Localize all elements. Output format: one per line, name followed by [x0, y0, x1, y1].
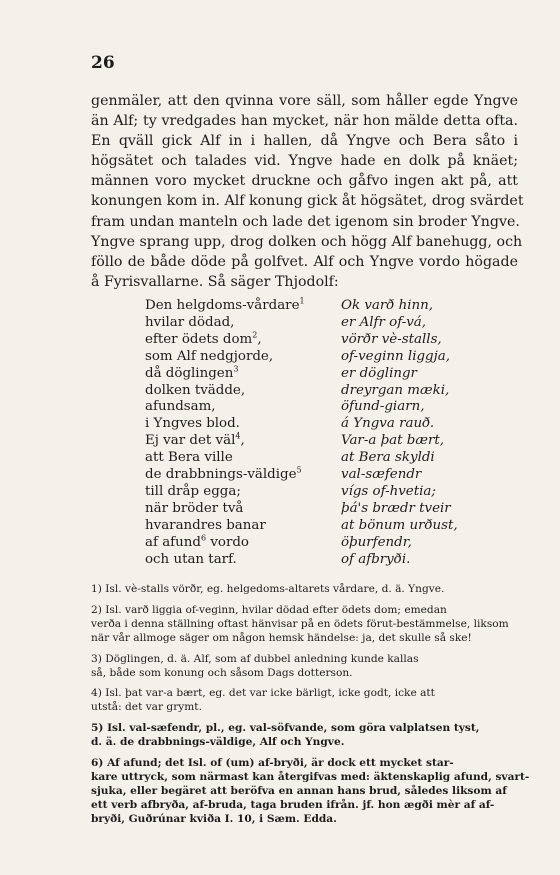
footnote-line: 5) Isl. val-sæfendr, pl., eg. val-söfvande, som göra valplatsen tyst, — [91, 722, 480, 735]
footnote-line: när vår allmoge säger om någon hemsk händelse: ja, det skulle så ske! — [91, 631, 472, 644]
poem-icelandic-line: of afbryði. — [341, 551, 411, 567]
footnote-line: d. ä. de drabbnings-väldige, Alf och Yngve. — [91, 736, 345, 749]
prose-line: konungen kom in. Alf konung gick åt högsätet, drog svärdet — [91, 193, 524, 210]
footnote-marker: 5 — [296, 465, 302, 475]
poem-icelandic-line: öþurfendr, — [341, 534, 412, 550]
poem-line-tail: , — [240, 433, 245, 449]
poem-icelandic-line: þá's brædr tveir — [341, 500, 451, 516]
poem-icelandic-line: er döglingr — [341, 365, 417, 381]
footnote-line: ett verb afbryða, af-bruda, taga bruden ifrån. jf. hon ægði mèr af af- — [91, 798, 495, 811]
poem-line-text: att Bera ville — [145, 450, 233, 466]
poem-icelandic-line: Ok varð hinn, — [341, 298, 434, 313]
prose-line: männen voro mycket druckne och gåfvo ingen akt på, att — [91, 173, 518, 190]
prose-line: genmäler, att den qvinna vore säll, som håller egde Yngve — [91, 93, 518, 109]
page-number: 26 — [91, 53, 115, 73]
footnote — [91, 722, 518, 750]
footnote-line: så, både som konung och såsom Dags dotterson. — [91, 666, 353, 679]
poem-line-text: som Alf nedgjorde, — [145, 348, 274, 364]
prose-line: än Alf; ty vredgades han mycket, när hon mälde detta ofta. — [91, 113, 518, 130]
poem-line-text: efter ödets dom — [145, 331, 253, 347]
poem-icelandic-line: dreyrgan mæki, — [341, 382, 450, 398]
poem-swedish-line — [145, 315, 335, 332]
poem-icelandic-line: er Alfr of-vá, — [341, 314, 427, 330]
footnote-line: 1) Isl. vè-stalls vörðr, eg. helgedoms-altarets vårdare, d. ä. Yngve. — [91, 583, 445, 595]
footnote-line: kare uttryck, som närmast kan återgifvas med: äktenskaplig afund, svart- — [91, 770, 530, 783]
poem-swedish-line — [145, 332, 335, 349]
poem-line-text: då döglingen — [145, 365, 234, 381]
poem-line-text: hvarandres banar — [145, 517, 266, 533]
poem-swedish-line — [145, 552, 335, 569]
poem-swedish-line — [145, 467, 335, 484]
poem-swedish-line — [145, 535, 335, 552]
poem-swedish-line — [145, 416, 335, 433]
prose-line: En qväll gick Alf in i hallen, då Yngve och Bera såto i — [91, 133, 518, 150]
footnote — [91, 604, 518, 646]
footnote-line: 2) Isl. varð liggia of-veginn, hvilar dödad efter ödets dom; emedan — [91, 603, 447, 616]
footnote-line: 6) Af afund; det Isl. of (um) af-bryði, är dock ett mycket star- — [91, 757, 454, 770]
poem-line-text: Den helgdoms-vårdare — [145, 298, 300, 313]
poem-swedish-line — [145, 450, 335, 467]
footnote — [91, 653, 518, 681]
footnote-marker: 4 — [235, 431, 241, 441]
footnote — [91, 757, 530, 827]
footnote-line: sjuka, eller begäret att beröfva en annan hans brud, således liksom af — [91, 784, 507, 797]
poem-line-text: i Yngves blod. — [145, 416, 240, 432]
poem-icelandic-line: vígs of-hvetia; — [341, 483, 436, 499]
prose-line: Yngve sprang upp, drog dolken och högg Alf banehugg, och — [91, 233, 523, 250]
poem-icelandic-line: val-sæfendr — [341, 467, 422, 483]
prose-line: föllo de både döde på golfvet. Alf och Yngve vordo högade — [91, 253, 518, 270]
poem-swedish-line — [145, 298, 335, 315]
poem-line-text: och utan tarf. — [145, 551, 237, 567]
poem-swedish-line — [145, 484, 335, 501]
footnote-marker: 6 — [200, 533, 207, 543]
poem-icelandic-line: Var-a þat bært, — [341, 433, 444, 449]
prose-paragraph — [91, 91, 524, 292]
poem-line-text: afundsam, — [145, 399, 216, 415]
footnote-marker: 1 — [299, 296, 305, 306]
footnote-line: verða i denna ställning oftast hänvisar på en ödets förut-bestämmelse, liksom — [91, 617, 509, 630]
poem-line-text: dolken tvädde, — [145, 382, 246, 398]
footnote-line: 4) Isl. þat var-a bært, eg. det var icke bärligt, icke godt, icke att — [91, 687, 435, 700]
poem-icelandic-line: öfund-giarn, — [341, 399, 425, 415]
poem-line-text: till dråp egga; — [145, 483, 241, 499]
poem-swedish-line — [145, 349, 335, 366]
poem-icelandic — [341, 298, 531, 569]
prose-line: högsätet och talades vid. Yngve hade en dolk på knäet; — [91, 153, 518, 170]
poem-line-tail: vordo — [206, 534, 249, 550]
prose-line: fram undan manteln och lade det igenom sin broder Yngve. — [91, 213, 520, 230]
poem-swedish-line — [145, 433, 335, 450]
poem-icelandic-line: at bönum urðust, — [341, 517, 458, 533]
poem-line-tail: , — [257, 331, 262, 347]
poem-swedish-line — [145, 399, 335, 416]
poem-line-text: när bröder två — [145, 500, 244, 516]
footnote-marker: 2 — [252, 330, 258, 340]
footnote-line: bryði, Guðrúnar kviða I. 10, i Sæm. Edda. — [91, 812, 337, 825]
footnote-line: 3) Döglingen, d. ä. Alf, som af dubbel anledning kunde kallas — [91, 652, 419, 665]
poem-icelandic-line: vörðr vè-stalls, — [341, 331, 442, 347]
footnote-line: utstå: det var grymt. — [91, 701, 202, 714]
footnote — [91, 583, 518, 597]
footnotes — [91, 583, 530, 834]
poem-swedish-line — [145, 366, 335, 383]
prose-line: å Fyrisvallarne. Så säger Thjodolf: — [91, 273, 339, 290]
footnote — [91, 687, 518, 715]
poem-icelandic-line: of-veginn liggja, — [341, 348, 451, 364]
poem-icelandic-line: at Bera skyldi — [341, 450, 435, 466]
poem-swedish-line — [145, 383, 335, 400]
poem-icelandic-line: á Yngva rauð. — [341, 416, 435, 432]
poem-swedish-line — [145, 501, 335, 518]
footnote-marker: 3 — [233, 364, 239, 374]
poem-line-text: Ej var det väl — [145, 433, 236, 449]
poem-swedish-line — [145, 518, 335, 535]
poem-line-text: af afund — [145, 534, 201, 550]
poem-line-text: de drabbnings-väldige — [145, 467, 297, 483]
poem-line-text: hvilar dödad, — [145, 314, 235, 330]
poem-swedish — [145, 298, 335, 569]
